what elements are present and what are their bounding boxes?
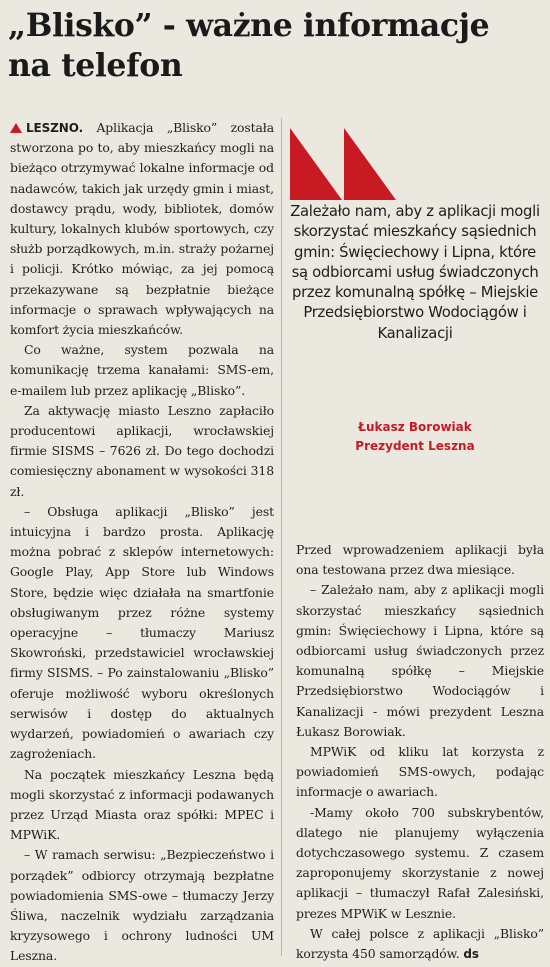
quote-mark-icon bbox=[288, 126, 398, 202]
body-paragraph: – Zależało nam, aby z aplikacji mogli skorzystać mieszkańcy sąsiednich gmin: Święciechowy i Lipna, które są odbiorcami usług świadczonych przez komunalną spółkę – Miejskie Przedsiębiorstwo Wodociągów i Kanalizacji - mówi prezydent Leszna Łukasz Borowiak. bbox=[296, 582, 544, 739]
final-paragraph bbox=[296, 924, 544, 964]
body-paragraph: – W ramach serwisu: „Bezpieczeństwo i porządek” odbiorcy otrzymają bezpłatne powiadomienia SMS-owe – tłumaczy Jerzy Śliwa, naczelnik wydziału zarządzania kryzysowego i ochrony ludności UM Leszna. bbox=[10, 847, 274, 964]
pull-quote-author-title: Prezydent Leszna bbox=[355, 439, 475, 453]
column-divider bbox=[281, 118, 282, 956]
body-paragraph: -Mamy około 700 subskrybentów, dlatego nie planujemy wyłączenia dotychczasowego systemu. Z czasem zaproponujemy skorzystanie z nowej aplikacji – tłumaczył Rafał Zalesiński, prezes MPWiK w Lesznie. bbox=[296, 804, 544, 921]
article-headline: „Blisko” - ważne informacje na telefon bbox=[8, 7, 490, 84]
lead-text: Aplikacja „Blisko” została stworzona po to, aby mieszkańcy mogli na bieżąco otrzymywać lokalne informacje od nadawców, takich jak urzędy gmin i miast, dostawcy prądu, wody, bibliotek, domów kultury, lokalnych klubów sportowych, czy służb porządkowych, m.in. straży pożarnej i policji. Krótko mówiąc, za jej pomocą przekazywane są bezpłatnie bieżące informacje o sprawach wpływających na komfort życia mieszkańców. bbox=[10, 120, 274, 338]
body-paragraph: Co ważne, system pozwala na komunikację trzema kanałami: SMS-em, e-mailem lub przez aplikację „Blisko”. bbox=[10, 342, 274, 398]
body-paragraph: Na początek mieszkańcy Leszna będą mogli skorzystać z informacji podawanych przez Urząd Miasta oraz spółki: MPEC i MPWiK. bbox=[10, 766, 274, 843]
body-paragraph: Za aktywację miasto Leszno zapłaciło producentowi aplikacji, wrocławskiej firmie SISMS – 7626 zł. Do tego dochodzi comiesięczny abonament w wysokości 318 zł. bbox=[10, 402, 274, 499]
pull-quote bbox=[286, 118, 544, 468]
lead-location: LESZNO. bbox=[26, 121, 84, 135]
body-paragraph: Przed wprowadzeniem aplikacji była ona testowana przez dwa miesiące. bbox=[296, 542, 544, 578]
author-signoff: ds bbox=[463, 947, 479, 962]
pull-quote-author-name: Łukasz Borowiak bbox=[358, 420, 472, 434]
final-text: W całej polsce z aplikacji „Blisko” korzysta 450 samorządów. bbox=[296, 925, 544, 962]
body-paragraph: MPWiK od kliku lat korzysta z powiadomień SMS-owych, podając informacje o awariach. bbox=[296, 744, 544, 800]
body-paragraph: – Obsługa aplikacji „Blisko” jest intuicyjna i bardzo prosta. Aplikację można pobrać z sklepów internetowych: Google Play, App Store lub Windows Store, będzie więc działała na smartfonie obsługiwanym przez różne systemy operacyjne – tłumaczy Mariusz Skowroński, przedstawiciel wrocławskiej firmy SISMS. – Po zainstalowaniu „Blisko” oferuje możliwość wyboru określonych serwisów i dostęp do aktualnych wydarzeń, powiadomień o awariach czy zagrożeniach. bbox=[10, 503, 274, 762]
pull-quote-text: Zależało nam, aby z aplikacji mogli skorzystać mieszkańcy sąsiednich gmin: Święciechowy i Lipna, które są odbiorcami usług świadczonych przez komunalną spółkę – Miejskie Przedsiębiorstwo Wodociągów i Kanalizacji bbox=[290, 203, 540, 342]
left-column bbox=[10, 118, 274, 967]
lead-paragraph bbox=[10, 118, 274, 340]
pull-quote-attribution bbox=[286, 418, 544, 456]
right-column bbox=[296, 540, 544, 964]
triangle-marker-icon bbox=[10, 123, 22, 133]
